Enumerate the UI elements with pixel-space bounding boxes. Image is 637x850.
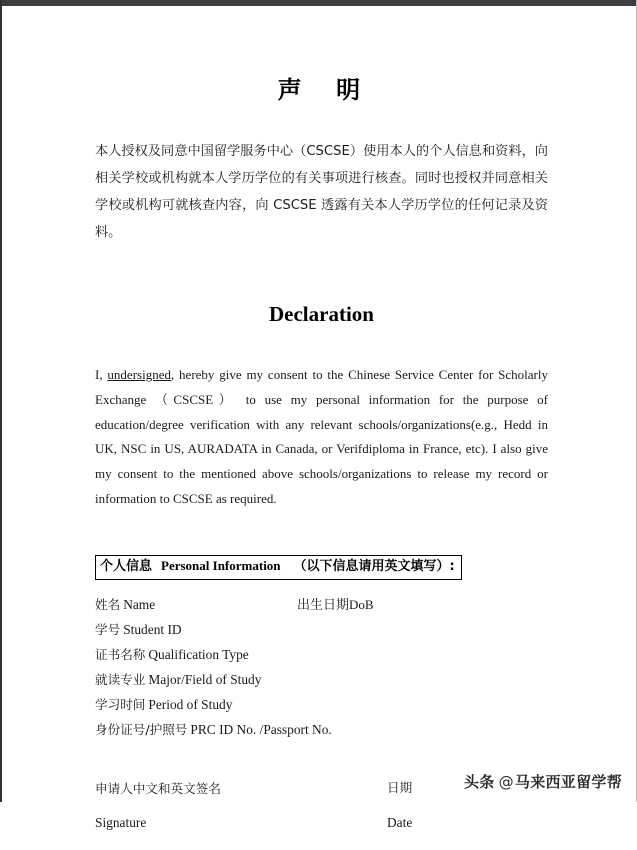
consent-lead: I, xyxy=(95,367,108,383)
field-row xyxy=(95,623,548,648)
personal-information-heading-chinese: 个人信息 xyxy=(100,559,153,575)
field-label-english: PRC ID No. /Passport No. xyxy=(190,721,332,737)
watermark-at-symbol: @ xyxy=(498,773,514,791)
watermark-source-label: 头条 xyxy=(463,773,495,791)
field-row xyxy=(95,723,548,748)
field-label-name xyxy=(95,598,155,612)
page-title-chinese: 声 明 xyxy=(277,76,366,104)
document-content xyxy=(2,6,636,830)
consent-rest: , hereby give my consent to the Chinese Service Center for Scholarly Exchange （CSCSE） to use my personal information for the purpose of education/degree verification with any relevant schools/organizations(e.g., Hedd in UK, NSC in US, AURADATA in Canada, or Verifdiploma in France, etc). I also give my consent to the mentioned above schools/organizations to release my record or information to CSCSE as required. xyxy=(95,367,548,506)
field-label-english: Major/Field of Study xyxy=(148,671,262,687)
watermark-account-label: 马来西亚留学帮 xyxy=(514,773,622,791)
consent-paragraph-english xyxy=(95,325,548,511)
field-row xyxy=(95,698,548,723)
field-row xyxy=(95,673,548,698)
field-label-chinese: 证书名称 xyxy=(95,646,146,662)
field-label-english: Name xyxy=(123,596,156,612)
signature-label-chinese: 申请人中文和英文签名 xyxy=(95,780,221,796)
personal-information-heading-note: （以下信息请用英文填写）: xyxy=(293,559,455,575)
field-label-chinese: 姓名 xyxy=(95,596,121,612)
field-row xyxy=(95,648,548,673)
page-title-english: Declaration xyxy=(269,302,374,327)
field-label-chinese: 出生日期 xyxy=(297,596,350,612)
field-label-chinese: 学号 xyxy=(95,621,121,637)
field-label-id-passport xyxy=(95,723,332,737)
field-label-student-id xyxy=(95,623,182,637)
field-row xyxy=(95,598,548,623)
field-label-qualification-type xyxy=(95,648,249,662)
date-label-chinese: 日期 xyxy=(387,779,413,795)
field-label-chinese: 就读专业 xyxy=(95,671,146,687)
signature-label-english: Signature xyxy=(95,814,147,830)
field-label-english: DoB xyxy=(349,596,374,612)
field-label-chinese: 学习时间 xyxy=(95,696,146,712)
personal-information-heading-english: Personal Information xyxy=(161,558,281,574)
field-label-english: Qualification Type xyxy=(148,646,249,662)
field-label-major xyxy=(95,673,261,687)
signature-row-english xyxy=(95,816,548,850)
field-label-chinese: 身份证号/护照号 xyxy=(95,721,188,737)
personal-information-fields xyxy=(95,598,548,748)
field-label-dob xyxy=(297,598,374,611)
footer-watermark xyxy=(464,771,622,792)
consent-paragraph-chinese: 本人授权及同意中国留学服务中心（CSCSE）使用本人的个人信息和资料，向相关学校或机构就本人学历学位的有关事项进行核查。同时也授权并同意相关学校或机构可就核查内容，向 CSCSE 透露有关本人学历学位的任何记录及资料。 xyxy=(95,144,548,241)
field-label-english: Period of Study xyxy=(148,696,233,712)
undersigned-underline: undersigned xyxy=(107,367,171,383)
personal-information-heading-box xyxy=(95,555,462,579)
date-label-english: Date xyxy=(387,814,413,830)
field-label-period-of-study xyxy=(95,698,232,712)
field-label-english: Student ID xyxy=(123,621,182,637)
